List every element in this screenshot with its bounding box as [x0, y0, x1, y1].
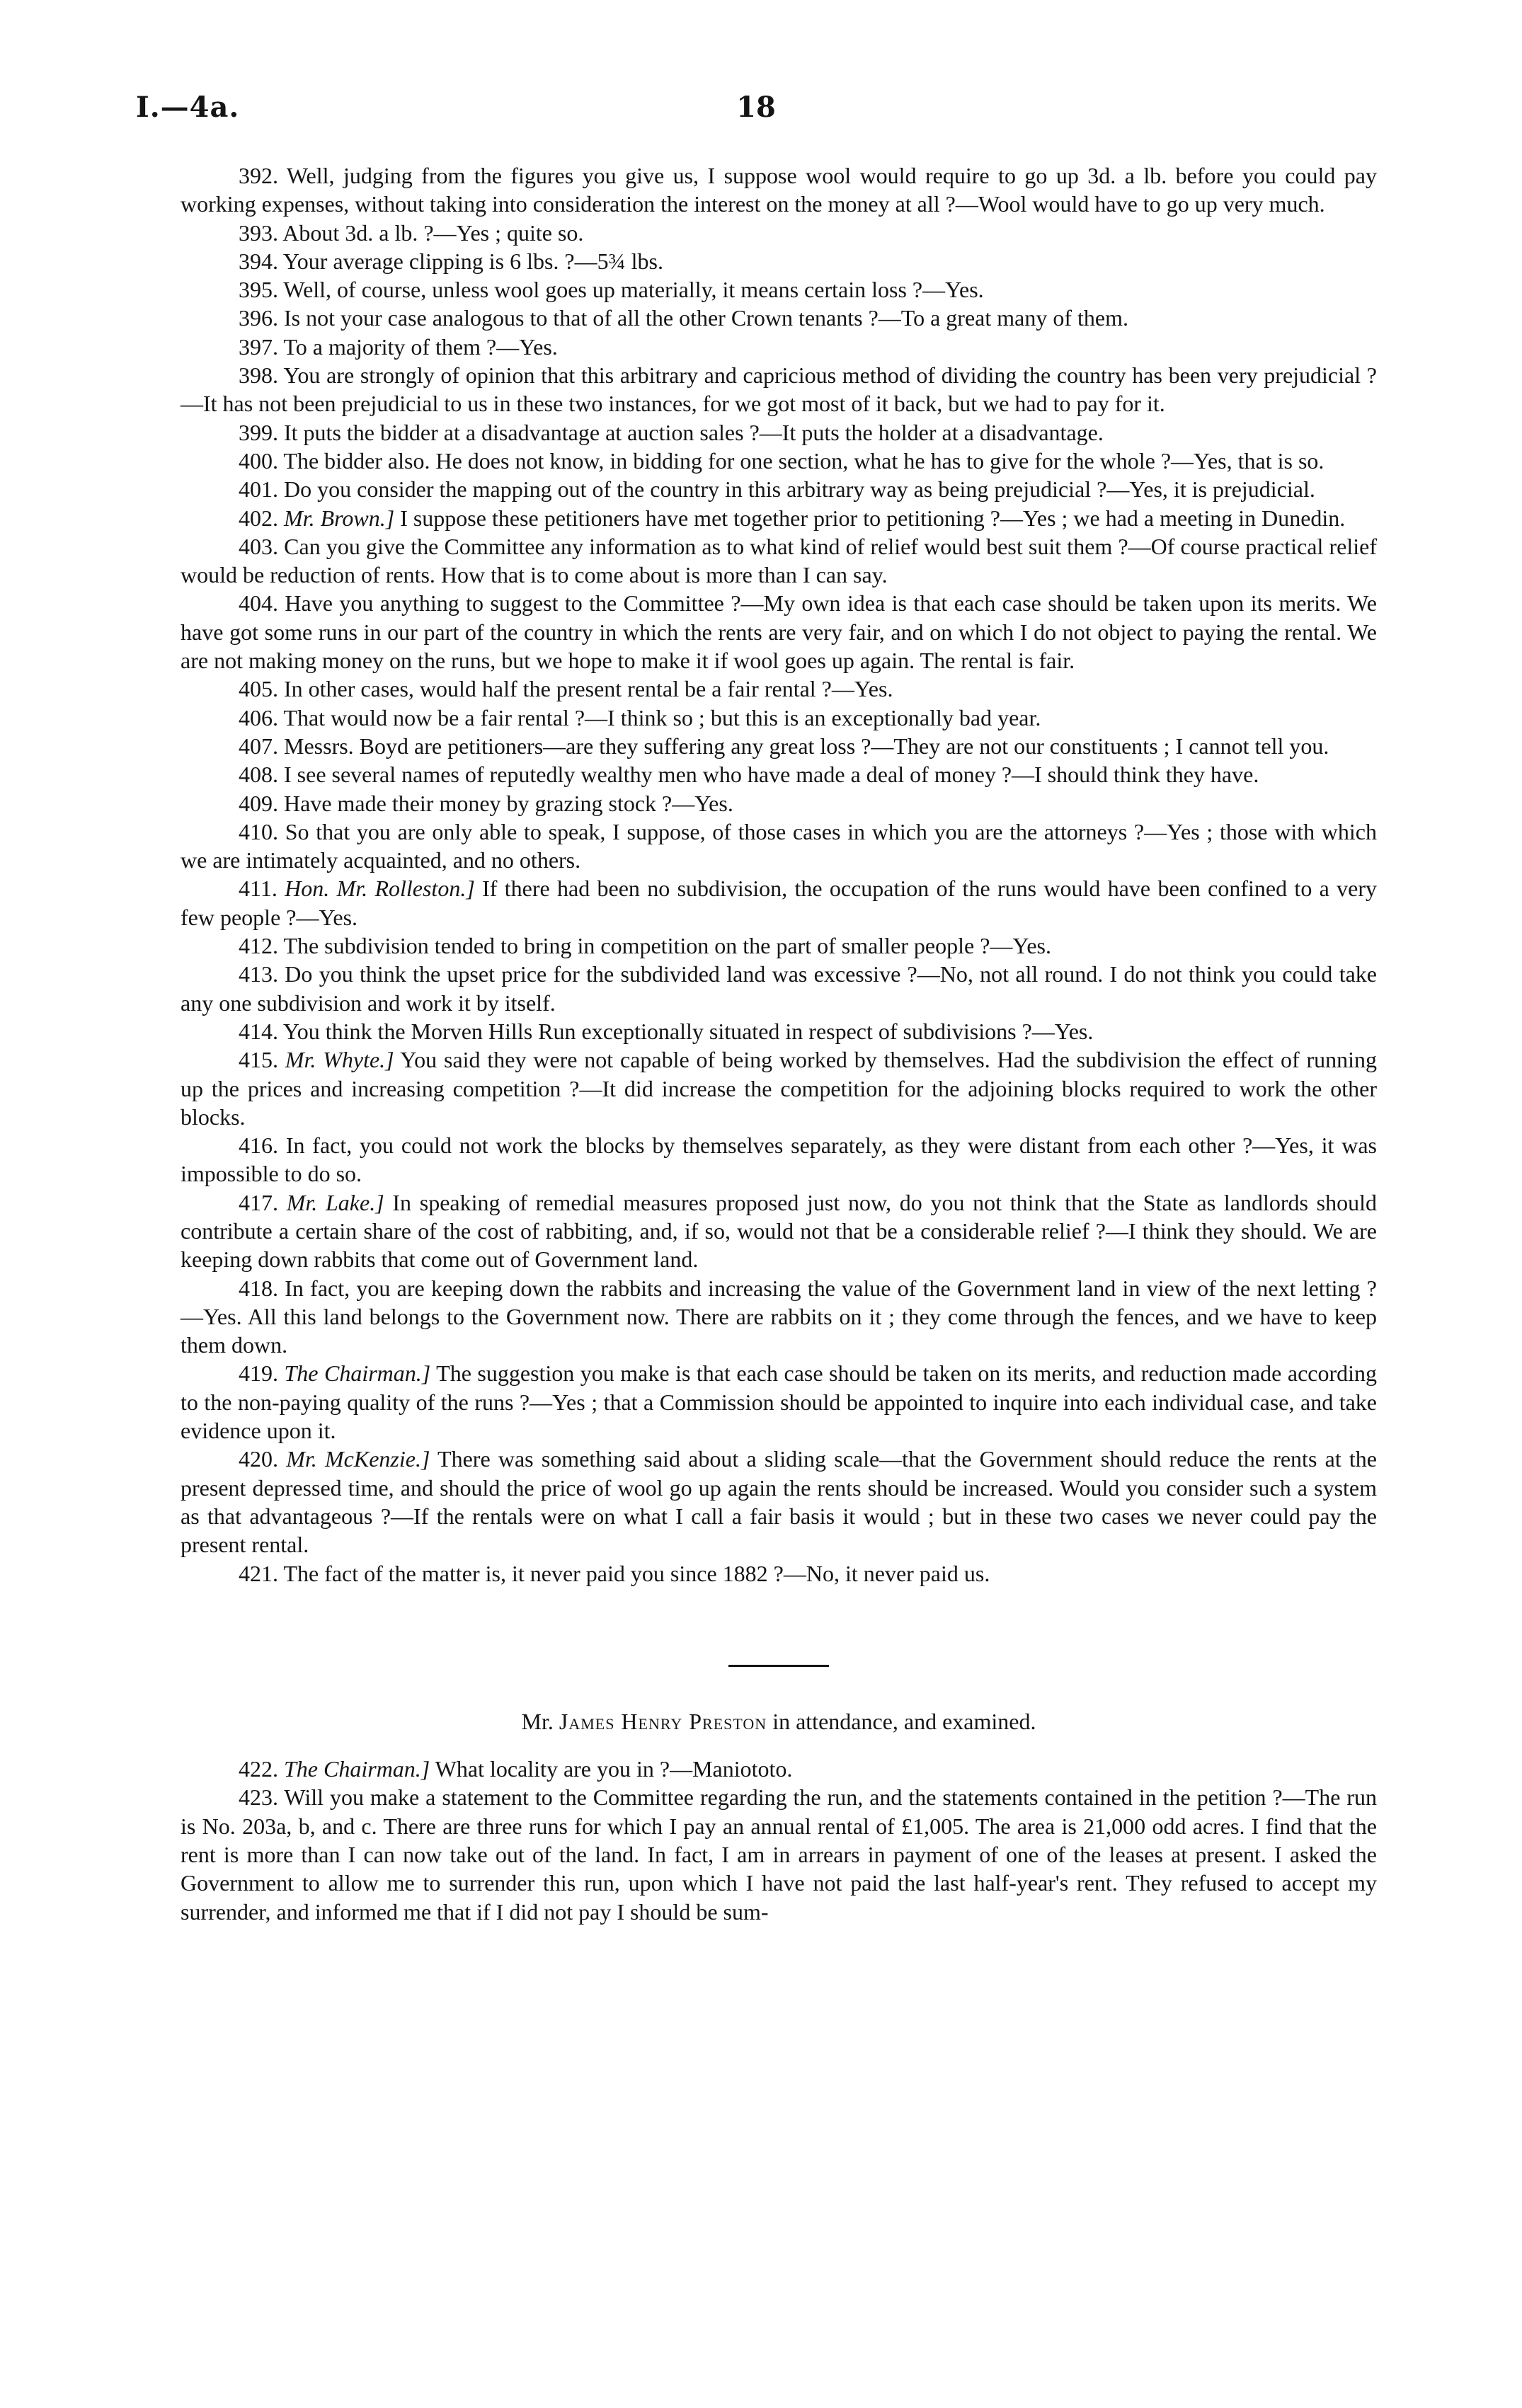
question-text: So that you are only able to speak, I suppose, of those cases in which you are the attorneys ?—Yes ; those with which we are intimately acquainted, and no others.	[181, 818, 1378, 873]
speaker-name: The Chairman.]	[284, 1360, 431, 1387]
question-text: There was something said about a sliding scale—that the Government should reduce the rents at the present depressed time, and should the price of wool go up again the rents should be increased. Would you consider such a system as that advantageous ?—If the rentals were on what I call a fair basis it would ; but in these two cases we never could pay the present rental.	[181, 1446, 1378, 1558]
question-number: 400.	[239, 447, 278, 474]
page-number: 18	[736, 91, 776, 124]
question-text: Have you anything to suggest to the Committee ?—My own idea is that each case should be taken upon its merits. We have got some runs in our part of the country in which the rents are very fair, and on which I do not object to paying the rental. We are not making money on the runs, but we hope to make it if wool goes up again. The rental is fair.	[181, 590, 1378, 674]
question-number: 393.	[239, 219, 278, 246]
question-paragraph	[181, 418, 1377, 447]
question-number: 420.	[239, 1446, 278, 1472]
question-paragraph	[181, 1783, 1377, 1925]
question-number: 396.	[239, 305, 278, 331]
page-header	[136, 91, 1376, 133]
witness-heading	[181, 1707, 1377, 1736]
question-paragraph	[181, 447, 1377, 475]
question-text: I suppose these petitioners have met together prior to petitioning ?—Yes ; we had a meeting in Dunedin.	[400, 505, 1346, 531]
question-number: 421.	[239, 1560, 278, 1586]
question-paragraph	[181, 1274, 1377, 1360]
question-text: The suggestion you make is that each case should be taken on its merits, and reduction made according to the non-paying quality of the runs ?—Yes ; that a Commission should be appointed to inquire into each individual case, and take evidence upon it.	[181, 1360, 1378, 1444]
witness-heading-suffix: in attendance, and examined.	[772, 1708, 1036, 1734]
question-number: 406.	[239, 704, 278, 730]
question-text: Can you give the Committee any information as to what kind of relief would best suit them ?—Of course practical relief would be reduction of rents. How that is to come about is more than I can say.	[181, 533, 1378, 588]
question-text: Is not your case analogous to that of all the other Crown tenants ?—To a great many of them.	[284, 305, 1128, 331]
question-text: Well, of course, unless wool goes up materially, it means certain loss ?—Yes.	[283, 277, 984, 303]
question-text: The fact of the matter is, it never paid you since 1882 ?—No, it never paid us.	[283, 1560, 990, 1586]
question-paragraph	[181, 874, 1377, 931]
question-paragraph	[181, 275, 1377, 304]
question-text: In fact, you could not work the blocks by themselves separately, as they were distant from each other ?—Yes, it was impossible to do so.	[181, 1133, 1377, 1187]
question-number: 405.	[239, 676, 278, 702]
question-number: 418.	[239, 1275, 278, 1301]
question-number: 412.	[239, 933, 278, 959]
question-number: 414.	[239, 1018, 278, 1044]
question-paragraph	[181, 1017, 1377, 1045]
question-number: 410.	[239, 818, 278, 844]
question-text: The subdivision tended to bring in competition on the part of smaller people ?—Yes.	[283, 933, 1051, 959]
question-text: In other cases, would half the present rental be a fair rental ?—Yes.	[284, 676, 893, 702]
question-paragraph	[181, 504, 1377, 532]
question-paragraph	[181, 960, 1377, 1017]
question-number: 416.	[239, 1133, 278, 1159]
speaker-name: Mr. Brown.]	[284, 505, 395, 531]
question-paragraph	[181, 1188, 1377, 1274]
question-text: Will you make a statement to the Committee regarding the run, and the statements contained in the petition ?—The run is No. 203a, b, and c. There are three runs for which I pay an annual rental of £1,005. The area is 21,000 odd acres. I find that the rent is more than I can now take out of the land. In fact, I am in arrears in payment of one of the leases at present. I asked the Government to allow me to surrender this run, upon which I have not paid the last half-year's rent. They refused to accept my surrender, and informed me that if I did not pay I should be sum-	[181, 1784, 1378, 1925]
question-paragraph	[181, 247, 1377, 275]
questions-section-2	[181, 1755, 1377, 1926]
question-number: 409.	[239, 790, 278, 816]
question-paragraph	[181, 732, 1377, 760]
question-number: 408.	[239, 762, 278, 788]
question-text: Do you think the upset price for the subdivided land was excessive ?—No, not all round. I do not think you could take any one subdivision and work it by itself.	[181, 961, 1378, 1016]
question-text: You are strongly of opinion that this arbitrary and capricious method of dividing the country has been very prejudicial ?—It has not been prejudicial to us in these two instances, for we got most of it back, but we had to pay for it.	[181, 362, 1378, 417]
question-text: In fact, you are keeping down the rabbits and increasing the value of the Government land in view of the next letting ?—Yes. All this land belongs to the Government now. There are rabbits on it ; they come through the fences, and we have to keep them down.	[181, 1275, 1378, 1358]
question-paragraph	[181, 161, 1377, 219]
question-text: What locality are you in ?—Maniototo.	[435, 1756, 793, 1782]
question-number: 394.	[239, 248, 278, 274]
question-number: 395.	[239, 277, 278, 303]
question-paragraph	[181, 789, 1377, 818]
question-paragraph	[181, 704, 1377, 732]
question-number: 407.	[239, 733, 278, 759]
question-paragraph	[181, 1755, 1377, 1783]
question-number: 398.	[239, 362, 278, 389]
witness-title: Mr.	[521, 1708, 554, 1734]
witness-name: James Henry Preston	[559, 1708, 767, 1734]
question-number: 417.	[239, 1189, 278, 1215]
question-number: 401.	[239, 476, 278, 503]
question-text: If there had been no subdivision, the occupation of the runs would have been confined to a very few people ?—Yes.	[181, 876, 1378, 930]
speaker-name: Hon. Mr. Rolleston.]	[285, 876, 475, 902]
questions-section-1	[181, 161, 1377, 1588]
question-text: You said they were not capable of being worked by themselves. Had the subdivision the effect of running up the prices and increasing competition ?—It did increase the competition for the adjoining blocks required to work the other blocks.	[181, 1047, 1378, 1130]
question-paragraph	[181, 675, 1377, 703]
question-text: You think the Morven Hills Run exceptionally situated in respect of subdivisions ?—Yes.	[282, 1018, 1094, 1044]
question-number: 403.	[239, 533, 278, 559]
document-reference: I.—4a.	[136, 91, 240, 124]
question-number: 419.	[239, 1360, 278, 1387]
question-text: In speaking of remedial measures proposed just now, do you not think that the State as landlords should contribute a certain share of the cost of rabbiting, and, if so, would not that be a considerable relief ?—I think they should. We are keeping down rabbits that come out of Government land.	[181, 1189, 1378, 1273]
question-number: 423.	[239, 1784, 278, 1811]
question-paragraph	[181, 589, 1377, 675]
question-paragraph	[181, 475, 1377, 503]
question-text: About 3d. a lb. ?—Yes ; quite so.	[282, 219, 584, 246]
speaker-name: Mr. Lake.]	[286, 1189, 384, 1215]
question-paragraph	[181, 304, 1377, 332]
speaker-name: Mr. Whyte.]	[285, 1047, 394, 1073]
question-number: 422.	[239, 1756, 278, 1782]
question-paragraph	[181, 219, 1377, 247]
question-text: The bidder also. He does not know, in bidding for one section, what he has to give for the whole ?—Yes, that is so.	[283, 447, 1324, 474]
question-text: It puts the bidder at a disadvantage at auction sales ?—It puts the holder at a disadvantage.	[284, 419, 1104, 445]
question-text: To a majority of them ?—Yes.	[283, 333, 558, 360]
question-text: That would now be a fair rental ?—I think so ; but this is an exceptionally bad year.	[283, 704, 1041, 730]
question-paragraph	[181, 760, 1377, 789]
question-number: 402.	[239, 505, 278, 531]
question-paragraph	[181, 931, 1377, 960]
section-divider	[728, 1665, 829, 1667]
question-text: Messrs. Boyd are petitioners—are they suffering any great loss ?—They are not our constituents ; I cannot tell you.	[284, 733, 1329, 759]
question-number: 415.	[239, 1047, 278, 1073]
question-text: Well, judging from the figures you give us, I suppose wool would require to go up 3d. a lb. before you could pay working expenses, without taking into consideration the interest on the money at all ?—Wool would have to go up very much.	[181, 163, 1378, 217]
question-paragraph	[181, 532, 1377, 590]
question-number: 413.	[239, 961, 278, 987]
speaker-name: Mr. McKenzie.]	[286, 1446, 430, 1472]
question-text: Do you consider the mapping out of the country in this arbitrary way as being prejudicial ?—Yes, it is prejudicial.	[284, 476, 1315, 503]
question-number: 404.	[239, 590, 278, 617]
question-paragraph	[181, 361, 1377, 418]
question-paragraph	[181, 1559, 1377, 1588]
question-number: 411.	[239, 876, 277, 902]
question-text: I see several names of reputedly wealthy men who have made a deal of money ?—I should think they have.	[284, 762, 1259, 788]
question-paragraph	[181, 818, 1377, 875]
question-paragraph	[181, 1445, 1377, 1559]
speaker-name: The Chairman.]	[284, 1756, 430, 1782]
question-number: 397.	[239, 333, 278, 360]
question-text: Have made their money by grazing stock ?—Yes.	[284, 790, 733, 816]
question-paragraph	[181, 1131, 1377, 1188]
question-number: 399.	[239, 419, 278, 445]
question-text: Your average clipping is 6 lbs. ?—5¾ lbs.	[282, 248, 663, 274]
document-body	[181, 161, 1377, 1926]
question-paragraph	[181, 1045, 1377, 1131]
question-paragraph	[181, 333, 1377, 361]
question-number: 392.	[239, 163, 278, 188]
question-paragraph	[181, 1359, 1377, 1445]
